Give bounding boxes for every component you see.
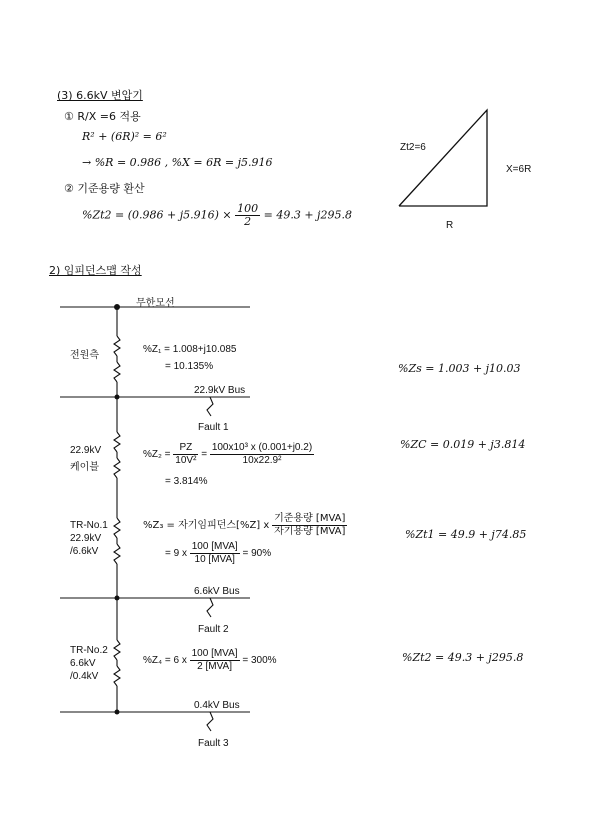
- cable-label-1: 22.9kV: [70, 445, 102, 456]
- z3-fraction-2: [190, 541, 240, 566]
- cable-label-2: 케이블: [70, 462, 99, 473]
- equation-3-right: = 49.3 + j295.8: [263, 208, 352, 222]
- z1-line-1: %Z₁ = 1.008+j10.085: [143, 344, 237, 355]
- triangle-hypotenuse-label: Zt2=6: [400, 142, 426, 153]
- resistor-tr2: [114, 640, 120, 660]
- z2-equals: =: [201, 449, 208, 461]
- bus-3-node: [115, 710, 120, 715]
- triangle-shape: [399, 110, 487, 206]
- resistor-cable: [114, 432, 120, 452]
- z3-denominator-2: 10 [MVA]: [194, 554, 235, 565]
- result-zt1: %Zt1 = 49.9 + j74.85: [405, 528, 527, 541]
- equation-3-left: %Zt2 = (0.986 + j5.916) ×: [82, 208, 232, 222]
- resistor-source: [114, 336, 120, 356]
- z1-line-2: = 10.135%: [165, 361, 214, 372]
- tr2-label-3: /0.4kV: [70, 671, 99, 682]
- resistor-tr1-2: [114, 544, 120, 564]
- z2-numerator-1: PZ: [173, 442, 198, 455]
- result-zs: %Zs = 1.003 + j10.03: [398, 362, 521, 375]
- bus-1-node: [115, 395, 120, 400]
- z3-line-2-result: = 90%: [242, 548, 272, 560]
- resistor-cable-2: [114, 458, 120, 478]
- infinite-bus-node: [114, 304, 120, 310]
- tr1-label-2: 22.9kV: [70, 533, 102, 544]
- fault-3-label: Fault 3: [198, 738, 229, 749]
- bus-2-label: 6.6kV Bus: [194, 586, 240, 597]
- z3-numerator-1: 기준용량 [MVA]: [274, 513, 346, 524]
- equation-1: R² + (6R)² = 6²: [82, 130, 167, 143]
- z2-result: = 3.814%: [165, 476, 208, 487]
- tr1-label-3: /6.6kV: [70, 546, 99, 557]
- bus-1-label: 22.9kV Bus: [194, 385, 246, 396]
- item-1-label: ① R/X =6 적용: [64, 110, 141, 123]
- z3-line-2-prefix: = 9 x: [165, 548, 187, 560]
- source-side-label: 전원측: [70, 350, 99, 361]
- tr1-label-1: TR-No.1: [70, 520, 108, 531]
- fault-3-arrow: [207, 712, 213, 731]
- impedance-triangle: [399, 110, 487, 206]
- equation-3-denominator: 2: [244, 215, 252, 228]
- z2-fraction-2: [210, 442, 314, 467]
- result-zt2: %Zt2 = 49.3 + j295.8: [402, 651, 524, 664]
- triangle-side-label: X=6R: [506, 164, 532, 175]
- bus-2-node: [115, 596, 120, 601]
- z2-fraction-1: [173, 442, 198, 467]
- z3-prefix: %Z₃ = 자기임피던스[%Z] x: [143, 520, 270, 532]
- resistor-tr2-2: [114, 666, 120, 686]
- z4-fraction: [190, 648, 240, 673]
- z3-numerator-2: 100 [MVA]: [191, 541, 238, 552]
- z2-equation: [143, 442, 314, 467]
- z3-equation-line-1: [143, 513, 347, 538]
- z3-denominator-1: 자기용량 [MVA]: [274, 526, 346, 537]
- z4-numerator: 100 [MVA]: [191, 648, 238, 659]
- z2-denominator-2: 10x22.9²: [242, 455, 282, 466]
- tr2-label-2: 6.6kV: [70, 658, 96, 669]
- tr2-label-1: TR-No.2: [70, 645, 108, 656]
- equation-3-numerator: 100: [237, 202, 259, 215]
- equation-2: → %R = 0.986 , %X = 6R = j5.916: [82, 156, 273, 169]
- z3-fraction-1: [272, 513, 347, 538]
- triangle-base-label: R: [446, 220, 454, 231]
- fault-1-arrow: [207, 397, 213, 416]
- fault-2-label: Fault 2: [198, 624, 229, 635]
- z4-denominator: 2 [MVA]: [197, 661, 232, 672]
- z4-result: = 300%: [242, 655, 277, 667]
- z3-equation-line-2: [165, 541, 271, 566]
- result-zc: %ZC = 0.019 + j3.814: [400, 438, 526, 451]
- z2-numerator-2: 100x10³ x (0.001+j0.2): [211, 442, 313, 453]
- section-3-heading: (3) 6.6kV 변압기: [57, 89, 143, 102]
- z4-prefix: %Z₄ = 6 x: [143, 655, 187, 667]
- infinite-bus-label: 무한모선: [136, 298, 175, 309]
- resistor-tr1: [114, 518, 120, 538]
- fault-2-arrow: [207, 598, 213, 617]
- section-map-heading: 2) 임피던스맵 작성: [49, 264, 142, 277]
- resistor-source-2: [114, 362, 120, 382]
- fault-1-label: Fault 1: [198, 422, 229, 433]
- item-2-label: ② 기준용량 환산: [64, 182, 145, 195]
- z2-denominator-1: 10V²: [175, 455, 197, 466]
- z2-prefix: %Z₂ =: [143, 449, 171, 461]
- bus-3-label: 0.4kV Bus: [194, 700, 240, 711]
- z4-equation: [143, 648, 277, 673]
